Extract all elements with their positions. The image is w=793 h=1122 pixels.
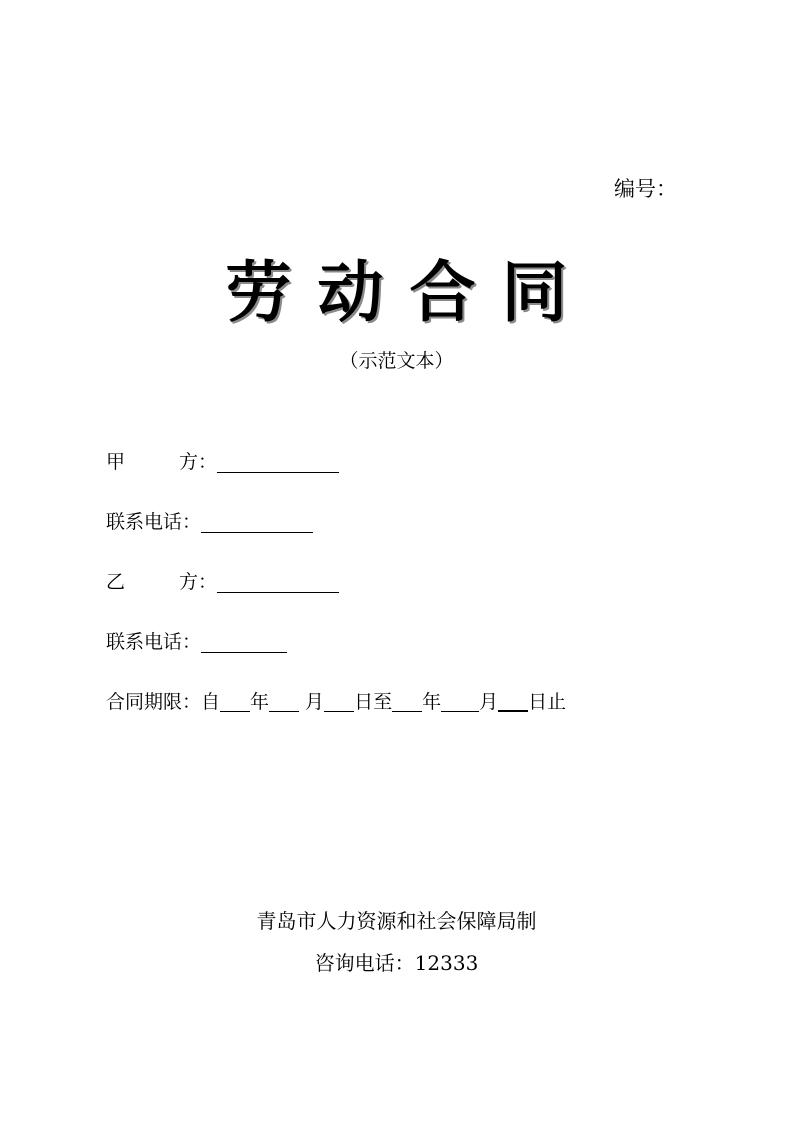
contact-phone-b-blank[interactable] <box>201 630 287 653</box>
term-start-month-blank[interactable] <box>269 689 299 712</box>
term-month1: 月 <box>305 691 325 713</box>
term-end-month-blank[interactable] <box>441 689 479 712</box>
term-month2: 月 <box>479 691 499 713</box>
party-b-row <box>106 568 339 596</box>
term-start-day-blank[interactable] <box>324 689 354 712</box>
contract-term-label: 合同期限： <box>106 691 202 713</box>
party-b-blank[interactable] <box>217 570 339 593</box>
term-start-year-blank[interactable] <box>220 689 250 712</box>
term-day1-to: 日至 <box>354 691 393 713</box>
contact-phone-a-label: 联系电话： <box>106 511 202 533</box>
party-a-row <box>106 448 339 476</box>
document-title: 劳动合同 <box>225 253 594 331</box>
document-subtitle: （示范文本） <box>339 350 454 372</box>
contact-phone-b-label: 联系电话： <box>106 631 202 653</box>
party-a-char2: 方 <box>178 451 198 473</box>
party-b-char1: 乙 <box>106 571 126 593</box>
party-a-colon: ： <box>198 451 218 473</box>
contract-term-row <box>106 688 566 716</box>
party-a-blank[interactable] <box>217 450 339 473</box>
issuer-line: 青岛市人力资源和社会保障局制 <box>256 909 537 933</box>
party-b-colon: ： <box>198 571 218 593</box>
contact-phone-a-row <box>106 508 313 536</box>
term-year2: 年 <box>422 691 442 713</box>
term-from: 自 <box>201 691 221 713</box>
term-end-year-blank[interactable] <box>392 689 422 712</box>
party-a-char1: 甲 <box>106 451 126 473</box>
term-day2-end: 日止 <box>528 691 567 713</box>
hotline-line: 咨询电话：12333 <box>314 951 479 975</box>
term-year1: 年 <box>250 691 270 713</box>
contact-phone-a-blank[interactable] <box>201 510 313 533</box>
party-a-label <box>106 448 198 476</box>
serial-number-label: 编号： <box>614 177 677 201</box>
party-b-label <box>106 568 198 596</box>
contact-phone-b-row <box>106 628 287 656</box>
party-b-char2: 方 <box>178 571 198 593</box>
term-end-day-blank[interactable] <box>498 688 528 712</box>
